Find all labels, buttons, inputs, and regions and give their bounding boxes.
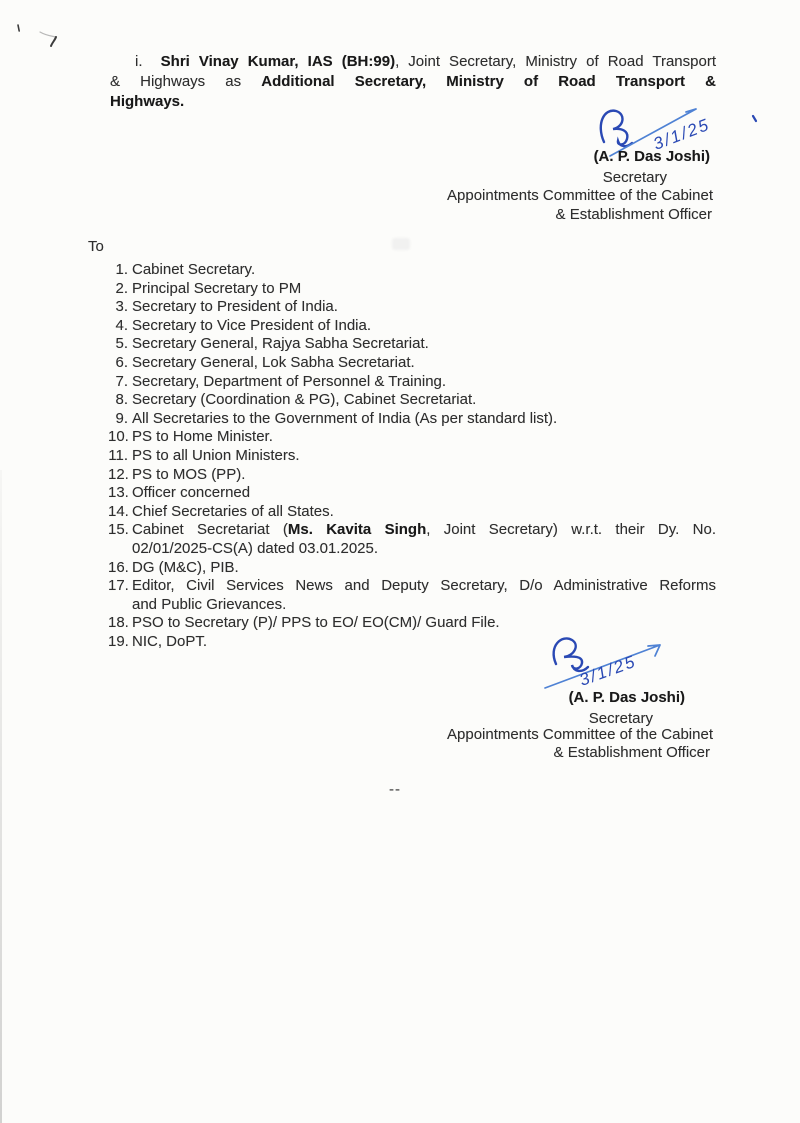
list-item-text	[132, 521, 716, 558]
signature-date: 3/1/25	[650, 114, 713, 154]
signatory-org-line1: Appointments Committee of the Cabinet	[447, 726, 713, 743]
to-heading: To	[88, 238, 104, 255]
scan-artifacts	[5, 15, 75, 60]
list-item-number: 7.	[115, 372, 128, 390]
list-item-number: 9.	[115, 409, 128, 427]
signature-scribble	[601, 111, 632, 147]
list-item-number: 3.	[115, 298, 128, 316]
text-line: NIC, DoPT.	[132, 632, 208, 650]
list-item-number: 2.	[115, 279, 128, 297]
scan-edge-streak	[0, 470, 2, 1123]
text-line: Secretary to President of India.	[132, 298, 338, 316]
signature-date: 3/1/25	[576, 651, 640, 690]
list-item-number: 18.	[108, 614, 129, 632]
text-line: Secretary General, Lok Sabha Secretariat.	[132, 353, 415, 371]
distribution-list	[108, 261, 716, 651]
scan-hook-dark	[51, 37, 56, 46]
list-item	[108, 335, 716, 354]
text-line: Secretary to Vice President of India.	[132, 316, 372, 334]
signatory-name: (A. P. Das Joshi)	[593, 148, 710, 165]
list-item-text	[132, 317, 716, 336]
signatory-name: (A. P. Das Joshi)	[568, 689, 685, 706]
text-line: Editor, Civil Services News and Deputy Secretary, D/o Administrative Reforms	[132, 577, 716, 595]
text-line: Cabinet Secretary.	[132, 261, 256, 278]
list-item-text	[132, 428, 716, 447]
list-item-text	[132, 484, 716, 503]
list-item-number: 8.	[115, 391, 128, 409]
text-line: 02/01/2025-CS(A) dated 03.01.2025.	[132, 539, 379, 557]
scan-speck	[18, 25, 19, 31]
list-item-number: 6.	[115, 353, 128, 371]
list-item	[108, 614, 716, 633]
list-item-text	[132, 280, 716, 299]
list-item-number: 12.	[108, 465, 129, 483]
list-item-text	[132, 391, 716, 410]
text-line: Highways.	[110, 93, 185, 110]
text-line: PSO to Secretary (P)/ PPS to EO/ EO(CM)/ Guard File.	[132, 614, 500, 632]
list-item	[108, 503, 716, 522]
list-item-number: 13.	[108, 484, 129, 502]
list-item	[108, 466, 716, 485]
list-item	[108, 577, 716, 614]
text-line: DG (M&C), PIB.	[132, 558, 239, 576]
list-item-number: 17.	[108, 577, 129, 595]
scan-hook-light	[40, 32, 56, 37]
list-item-number: 10.	[108, 428, 129, 446]
list-item	[108, 428, 716, 447]
scan-smudge	[392, 238, 410, 250]
list-item	[108, 484, 716, 503]
text-line: All Secretaries to the Government of India (As per standard list).	[132, 409, 558, 427]
list-item	[108, 280, 716, 299]
list-item	[108, 373, 716, 392]
list-item-text	[132, 614, 716, 633]
list-item-text	[132, 466, 716, 485]
list-item	[108, 521, 716, 558]
list-item-text	[132, 410, 716, 429]
list-item-text	[132, 335, 716, 354]
list-item	[108, 261, 716, 280]
signature-tick-mark	[753, 116, 756, 121]
text-line: Secretary, Department of Personnel & Training.	[132, 372, 447, 390]
list-item-number: 15.	[108, 521, 129, 539]
list-item-number: 5.	[115, 335, 128, 353]
text-line: i. Shri Vinay Kumar, IAS (BH:99), Joint Secretary, Ministry of Road Transport	[135, 53, 716, 70]
list-item-number: 16.	[108, 558, 129, 576]
list-item	[108, 317, 716, 336]
text-line: & Highways as Additional Secretary, Ministry of Road Transport &	[110, 73, 716, 90]
list-item	[108, 354, 716, 373]
text-line: Principal Secretary to PM	[132, 279, 302, 297]
list-item-number: 14.	[108, 502, 129, 520]
signatory-title: Secretary	[588, 710, 653, 727]
text-line: PS to Home Minister.	[132, 428, 273, 446]
list-item-text	[132, 373, 716, 392]
list-item-text	[132, 354, 716, 373]
signatory-title: Secretary	[602, 169, 667, 186]
text-line: Secretary General, Rajya Sabha Secretariat.	[132, 335, 429, 353]
signature-ink-bottom	[538, 632, 690, 692]
list-item	[108, 391, 716, 410]
list-item	[108, 410, 716, 429]
list-item-text	[132, 559, 716, 578]
list-item-text	[132, 447, 716, 466]
list-item-number: 19.	[108, 632, 129, 650]
text-line: Cabinet Secretariat (Ms. Kavita Singh, Joint Secretary) w.r.t. their Dy. No.	[132, 521, 716, 539]
text-line: Chief Secretaries of all States.	[132, 502, 334, 520]
list-item	[108, 559, 716, 578]
text-line: Secretary (Coordination & PG), Cabinet Secretariat.	[132, 391, 477, 409]
signature-scribble	[554, 638, 588, 671]
list-item-text	[132, 577, 716, 614]
text-line: PS to MOS (PP).	[132, 465, 246, 483]
signatory-org-line2: & Establishment Officer	[553, 744, 710, 761]
list-item-text	[132, 261, 716, 280]
signatory-org-line1: Appointments Committee of the Cabinet	[447, 187, 713, 204]
list-item-number: 1.	[115, 261, 128, 278]
text-line: Officer concerned	[132, 484, 251, 502]
signatory-org-line2: & Establishment Officer	[555, 206, 712, 223]
text-line: and Public Grievances.	[132, 595, 287, 613]
list-item	[108, 447, 716, 466]
list-item-number: 4.	[115, 316, 128, 334]
end-of-document-mark: --	[389, 781, 401, 798]
list-item-number: 11.	[108, 446, 128, 464]
list-item	[108, 298, 716, 317]
list-item-text	[132, 503, 716, 522]
list-item-text	[132, 298, 716, 317]
text-line: PS to all Union Ministers.	[132, 446, 300, 464]
